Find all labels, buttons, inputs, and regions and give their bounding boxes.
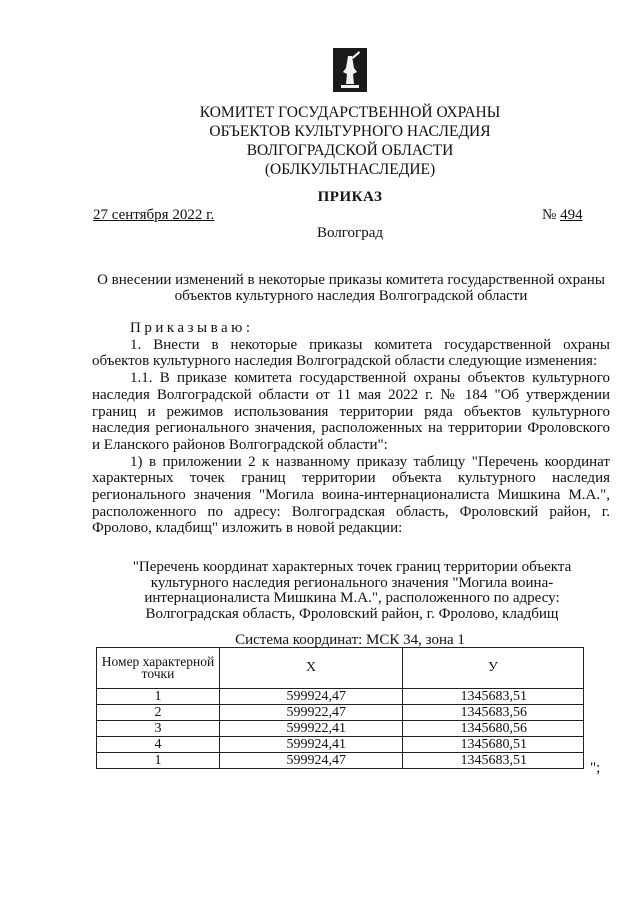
table-title-line: Волгоградская область, Фроловский район, г. Фролово, кладбищ (145, 605, 559, 622)
orders-word: Приказываю: (130, 320, 254, 336)
y-value: 1345680,51 (403, 737, 584, 753)
x-value: 599924,41 (220, 737, 403, 753)
paragraph-1-1-1: 1) в приложении 2 к названному приказу таблицу "Перечень координат характерных точек границ территории объекта культурного наследия регионального значения "Могила воина-интернационалиста Мишкина М.А.", расположенного по адресу: Волгоградская область, Фроловский район, г. Фролово, кладбищ" изложить в новой редакции: (92, 453, 610, 537)
org-line: (ОБЛКУЛЬТНАСЛЕДИЕ) (264, 161, 436, 178)
column-header-y: У (403, 648, 584, 689)
document-title: ПРИКАЗ (317, 189, 383, 205)
table-title-line: "Перечень координат характерных точек границ территории объекта (132, 559, 572, 575)
table-row (97, 689, 584, 705)
column-header-x: X (220, 648, 403, 689)
coordinate-system-caption: Система координат: МСК 34, зона 1 (235, 632, 465, 648)
order-date: 27 сентября 2022 г. (93, 207, 215, 223)
paragraph-1: 1. Внести в некоторые приказы комитета государственной охраны объектов культурного наследия Волгоградской области следующие изменения: (92, 336, 610, 370)
table-row (97, 737, 584, 753)
order-subject: О внесении изменений в некоторые приказы комитета государственной охраны объектов культурного наследия Волгоградской области (97, 272, 605, 304)
volgograd-coat-of-arms-icon (333, 48, 367, 92)
x-value: 599924,47 (220, 689, 403, 705)
y-value: 1345683,51 (403, 753, 584, 769)
point-number: 2 (97, 705, 220, 721)
point-number: 1 (97, 689, 220, 705)
org-line: ОБЪЕКТОВ КУЛЬТУРНОГО НАСЛЕДИЯ (209, 123, 491, 140)
order-number-prefix: № (542, 207, 557, 223)
table-title-line: культурного наследия регионального значения "Могила воина- (150, 574, 554, 591)
y-value: 1345683,56 (403, 705, 584, 721)
org-line: КОМИТЕТ ГОСУДАРСТВЕННОЙ ОХРАНЫ (199, 104, 501, 121)
point-number: 4 (97, 737, 220, 753)
order-body (92, 320, 610, 537)
order-city: Волгоград (316, 225, 383, 241)
x-value: 599924,47 (220, 753, 403, 769)
organization-name (140, 103, 560, 179)
x-value: 599922,47 (220, 705, 403, 721)
table-title-line: интернационалиста Мишкина М.А.", расположенного по адресу: (144, 590, 560, 606)
y-value: 1345680,56 (403, 721, 584, 737)
table-row (97, 705, 584, 721)
coordinates-table (96, 647, 584, 769)
point-number: 1 (97, 753, 220, 769)
table-closing-quote: "; (590, 760, 601, 776)
order-number-value: 494 (560, 207, 583, 223)
paragraph-1-1: 1.1. В приказе комитета государственной охраны объектов культурного наследия Волгоградской области от 11 мая 2022 г. № 184 "Об утверждении границ и режимов использования территории ряда объектов культурного наследия регионального значения, расположенных на территории Фроловского и Еланского районов Волгоградской области": (92, 370, 610, 453)
table-title (100, 560, 604, 622)
table-row (97, 721, 584, 737)
table-row (97, 753, 584, 769)
point-number: 3 (97, 721, 220, 737)
org-line: ВОЛГОГРАДСКОЙ ОБЛАСТИ (246, 142, 454, 159)
order-number (542, 207, 583, 224)
table-header-row (97, 648, 584, 689)
x-value: 599922,41 (220, 721, 403, 737)
column-header-point-number: Номер характерной точки (97, 648, 220, 689)
y-value: 1345683,51 (403, 689, 584, 705)
